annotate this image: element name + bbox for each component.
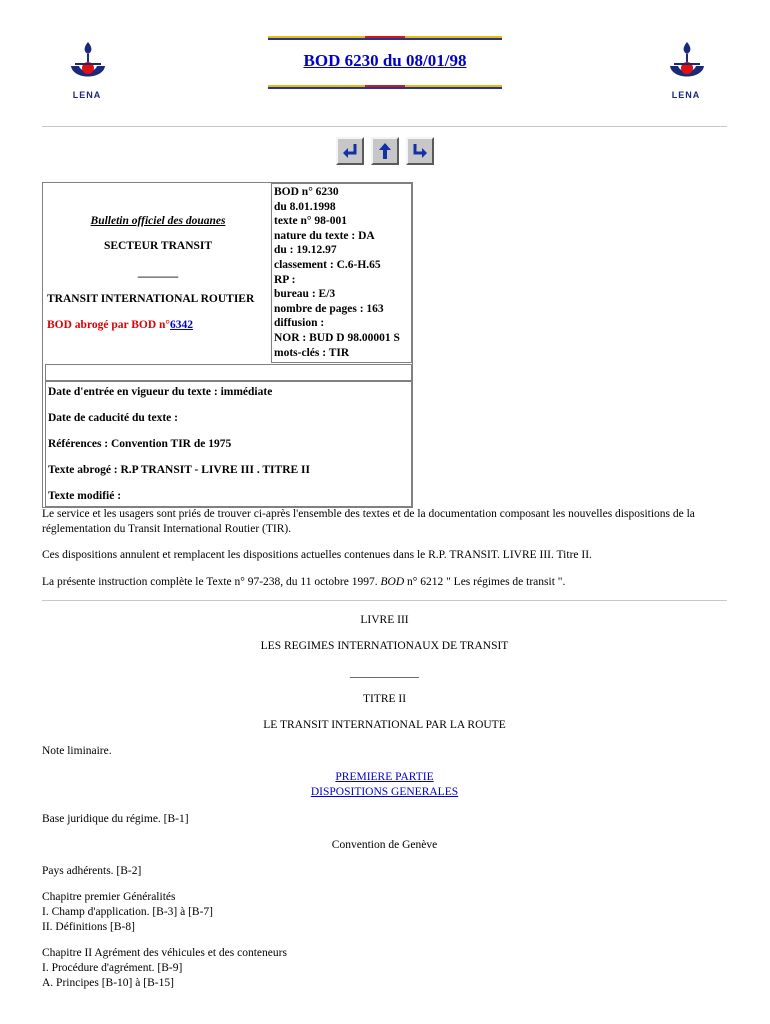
dispositions-generales-link[interactable]: DISPOSITIONS GENERALES xyxy=(310,786,459,798)
lena-emblem-icon xyxy=(656,40,716,90)
meta-line: NOR : BUD D 98.00001 S xyxy=(274,331,400,344)
back-arrow-icon xyxy=(340,141,360,161)
meta-line: nature du texte : DA xyxy=(274,229,375,242)
toc-entry: II. Définitions [B-8] xyxy=(42,921,135,933)
up-arrow-icon xyxy=(375,141,395,161)
annulation-paragraph: Ces dispositions annulent et remplacent les dispositions actuelles contenues dans le R.P. TRANSIT. LIVRE III. Titre II. xyxy=(42,549,592,561)
back-button[interactable] xyxy=(336,137,364,165)
meta-line: diffusion : xyxy=(274,317,325,330)
bulletin-title: Bulletin officiel des douanes xyxy=(90,215,226,227)
meta-line: du : 19.12.97 xyxy=(274,244,337,257)
meta-line: mots-clés : TIR xyxy=(274,346,350,359)
meta-line: texte n° 98-001 xyxy=(274,215,347,228)
meta-line: classement : C.6-H.65 xyxy=(274,258,381,271)
logo-text: LENA xyxy=(72,90,102,100)
details-cell xyxy=(45,381,412,507)
empty-row xyxy=(45,364,412,381)
titre-heading: TITRE II xyxy=(362,693,407,705)
toc-entry: I. Procédure d'agrément. [B-9] xyxy=(42,962,183,974)
sector-label: SECTEUR TRANSIT xyxy=(103,240,213,252)
meta-line: bureau : E/3 xyxy=(274,288,336,301)
divider xyxy=(42,126,727,127)
info-table xyxy=(42,182,413,508)
note-liminaire: Note liminaire. xyxy=(42,745,112,757)
meta-line: nombre de pages : 163 xyxy=(274,302,384,315)
lena-logo-right xyxy=(656,40,716,106)
abroge-link[interactable]: 6342 xyxy=(170,319,194,331)
toc-rule: ____________ xyxy=(350,667,419,679)
info-meta-cell xyxy=(271,183,412,363)
meta-line: RP : xyxy=(274,273,296,286)
up-button[interactable] xyxy=(371,137,399,165)
logo-text: LENA xyxy=(671,90,701,100)
livre-heading: LIVRE III xyxy=(360,614,409,626)
meta-line: BOD n° 6230 xyxy=(274,186,339,198)
page-title-link[interactable]: BOD 6230 du 08/01/98 xyxy=(303,51,467,70)
part-link-container xyxy=(42,786,727,798)
meta-line: du 8.01.1998 xyxy=(274,200,336,213)
date-entree: Date d'entrée en vigueur du texte : immédiate xyxy=(48,386,273,398)
references: Références : Convention TIR de 1975 xyxy=(48,438,232,450)
lena-emblem-icon xyxy=(57,40,117,90)
date-caducite: Date de caducité du texte : xyxy=(48,412,178,424)
forward-arrow-icon xyxy=(410,141,430,161)
forward-button[interactable] xyxy=(406,137,434,165)
complement-paragraph: La présente instruction complète le Texte n° 97-238, du 11 octobre 1997. BOD n° 6212 " Les régimes de transit ". xyxy=(42,576,566,588)
info-left-cell xyxy=(45,185,271,361)
titre-title: LE TRANSIT INTERNATIONAL PAR LA ROUTE xyxy=(263,719,506,731)
chapter-title: Chapitre premier Généralités xyxy=(42,891,176,903)
title-banner xyxy=(268,36,502,91)
divider xyxy=(42,600,727,601)
title-bottom-rule xyxy=(268,85,502,89)
premiere-partie-link[interactable]: PREMIERE PARTIE xyxy=(335,771,434,783)
intro-paragraph: Le service et les usagers sont priés de trouver ci-après l'ensemble des textes et de la documentation composant les nouvelles dispositions de la réglementation du Transit International Routier (TIR). xyxy=(42,508,695,535)
section-heading: Convention de Genève xyxy=(331,839,438,851)
chapter-title: Chapitre II Agrément des véhicules et des conteneurs xyxy=(42,947,287,959)
toc-entry: Base juridique du régime. [B-1] xyxy=(42,813,189,825)
part-link-container xyxy=(42,771,727,783)
abroge-notice: BOD abrogé par BOD n°6342 xyxy=(47,319,194,331)
toc-entry: I. Champ d'application. [B-3] à [B-7] xyxy=(42,906,214,918)
subject-label: TRANSIT INTERNATIONAL ROUTIER xyxy=(47,293,255,305)
toc-entry: Pays adhérents. [B-2] xyxy=(42,865,142,877)
title-top-rule xyxy=(268,36,502,40)
separator: _______ xyxy=(137,267,179,279)
texte-abroge: Texte abrogé : R.P TRANSIT - LIVRE III . TITRE II xyxy=(48,464,311,476)
texte-modifie: Texte modifié : xyxy=(48,490,122,502)
livre-title: LES REGIMES INTERNATIONAUX DE TRANSIT xyxy=(260,640,509,652)
toc-entry: A. Principes [B-10] à [B-15] xyxy=(42,977,174,989)
lena-logo-left xyxy=(57,40,117,106)
